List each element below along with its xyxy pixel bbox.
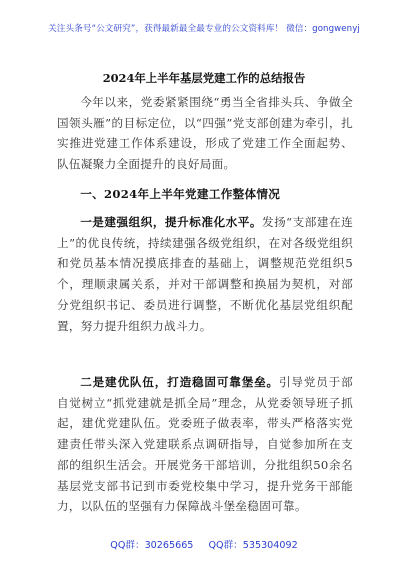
intro-paragraph: 今年以来，党委紧紧围绕“勇当全省排头兵、争做全国领头雁”的目标定位，以“四强”党支部创建为牵引，扎实推进党建工作体系建设，形成了党建工作全面起势、队伍凝聚力全面提升的良好局面。: [57, 95, 353, 172]
section-heading: 一、2024年上半年党建工作整体情况: [80, 187, 281, 201]
document-title: 2024年上半年基层党建工作的总结报告: [102, 71, 306, 85]
item-1-paragraph: [57, 212, 353, 336]
item-1-body: 发扬“支部建在连上”的优良传统，持续建强各级党组织，在对各级党组织和党员基本情况摸底排查的基础上，调整规范党组织5个，理顺隶属关系，并对干部调整和换届为契机，对部分党组织书记、委员进行调整，不断优化基层党组织配置，努力提升组织力战斗力。: [57, 215, 353, 333]
qq-group-2: QQ群：535304092: [208, 540, 298, 551]
item-1-lead: 一是建强组织，提升标准化水平。: [80, 215, 262, 229]
item-2-lead: 二是建优队伍，打造稳固可靠堡垒。: [80, 375, 279, 389]
item-2-paragraph: [57, 372, 353, 517]
promo-banner: 关注头条号“公文研究”，获得最新最全最专业的公文资料库！ 微信：gongwenyj: [48, 24, 360, 34]
footer-contact: [0, 537, 408, 551]
item-2-body: 引导党员于部自觉树立“抓党建就是抓全局”理念，从党委领导班子抓起，建优党建队伍。党委班子做表率，带头严格落实党建责任带头深入党建联系点调研指导，自觉参加所在支部的组织生活会。开展党务干部培训，分批组织50余名基层党支部书记到市委党校集中学习，提升党务干部能力，以队伍的坚强有力保障战斗堡垒稳固可靠。: [57, 375, 353, 514]
qq-group-1: QQ群：30265665: [110, 540, 194, 551]
